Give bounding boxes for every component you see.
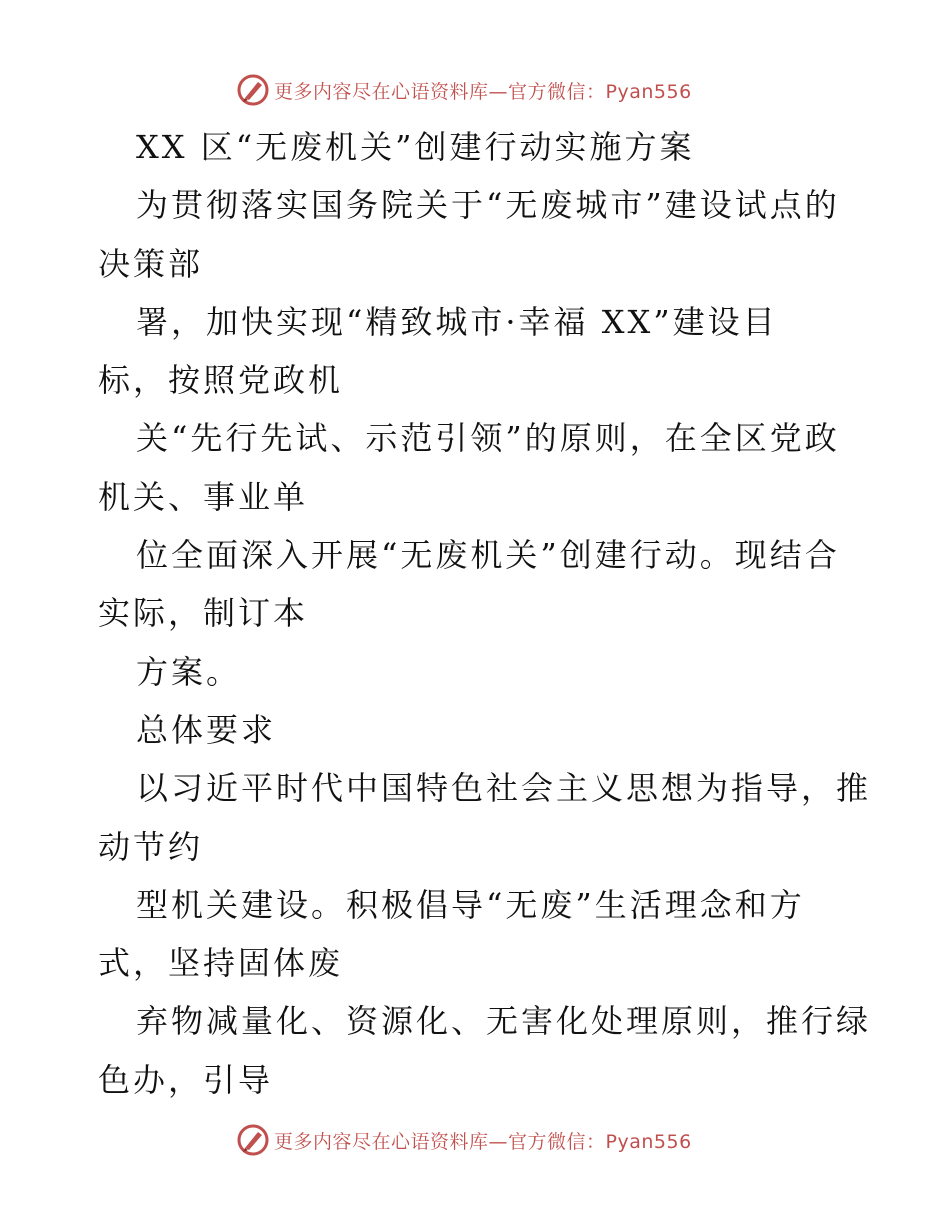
document-line: XX 区“无废机关”创建行动实施方案 (136, 128, 695, 166)
document-line: 色办，引导 (98, 1060, 274, 1099)
pen-circle-logo-icon (236, 1123, 270, 1157)
document-line: 标，按照党政机 (98, 361, 344, 400)
header-watermark (236, 72, 756, 108)
pen-circle-logo-icon (236, 73, 270, 107)
document-line: 决策部 (98, 244, 204, 283)
document-line: 方案。 (136, 652, 242, 691)
document-line: 位全面深入开展“无废机关”创建行动。现结合 (136, 536, 840, 575)
document-line: 以习近平时代中国特色社会主义思想为指导，推 (136, 769, 872, 808)
document-line: 为贯彻落实国务院关于“无废城市”建设试点的 (136, 186, 840, 225)
watermark-text: 更多内容尽在心语资料库—官方微信：Pyan556 (274, 80, 692, 103)
document-line: 机关、事业单 (98, 477, 309, 516)
footer-watermark (236, 1122, 756, 1158)
document-line: 弃物减量化、资源化、无害化处理原则，推行绿 (136, 1002, 872, 1041)
document-line: 关“先行先试、示范引领”的原则，在全区党政 (136, 419, 840, 458)
document-body (98, 118, 872, 1109)
document-line: 总体要求 (136, 710, 277, 749)
document-line: 型机关建设。积极倡导“无废”生活理念和方 (136, 885, 805, 924)
document-line: 动节约 (98, 827, 204, 866)
watermark-text: 更多内容尽在心语资料库—官方微信：Pyan556 (274, 1130, 692, 1153)
document-line: 式，坚持固体废 (98, 944, 344, 983)
document-line: 署，加快实现“精致城市·幸福 XX”建设目 (136, 302, 778, 341)
document-line: 实际，制订本 (98, 594, 309, 633)
